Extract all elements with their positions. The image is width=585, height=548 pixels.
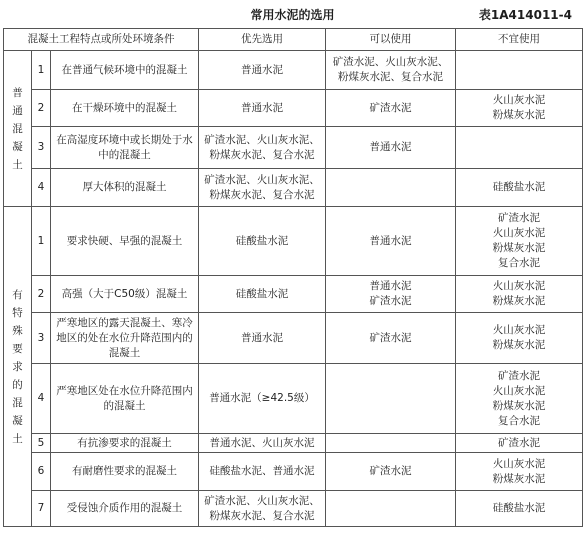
allowed-cell-line: 矿渣水泥 — [369, 465, 412, 477]
not-suitable-cell-line: 粉煤灰水泥 — [492, 399, 546, 412]
not-suitable-cell — [456, 491, 583, 527]
preferred-cell-line: 普通水泥 — [241, 101, 284, 114]
allowed-cell — [326, 434, 456, 453]
not-suitable-cell-line: 硅酸盐水泥 — [492, 181, 546, 193]
preferred-cell — [199, 90, 326, 127]
allowed-cell — [326, 127, 456, 169]
row-number: 4 — [32, 169, 51, 207]
preferred-cell-line: 普通水泥 — [241, 63, 284, 76]
allowed-cell-line: 矿渣水泥、火山灰水泥、 — [332, 56, 449, 68]
preferred-cell-line: 硅酸盐水泥 — [235, 287, 289, 300]
table-row — [4, 453, 583, 491]
table-row — [4, 207, 583, 276]
table-row — [4, 434, 583, 453]
group-label: 普通混凝土 — [4, 51, 32, 207]
not-suitable-cell-line: 火山灰水泥 — [492, 384, 546, 397]
allowed-cell-line: 矿渣水泥 — [369, 331, 412, 344]
row-number: 5 — [32, 434, 51, 453]
cement-selection-table — [3, 28, 583, 527]
table-row — [4, 127, 583, 169]
not-suitable-cell — [456, 313, 583, 364]
condition-cell: 在高湿度环境中或长期处于水中的混凝土 — [51, 127, 199, 169]
not-suitable-cell-line: 复合水泥 — [498, 414, 541, 427]
preferred-cell-line: 普通水泥、火山灰水泥 — [209, 436, 315, 449]
condition-cell: 有抗渗要求的混凝土 — [51, 434, 199, 453]
not-suitable-cell-line: 火山灰水泥 — [492, 324, 546, 336]
not-suitable-cell — [456, 169, 583, 207]
not-suitable-cell — [456, 127, 583, 169]
not-suitable-cell-line: 矿渣水泥 — [498, 436, 541, 449]
group-label: 有特殊要求的混凝土 — [4, 207, 32, 527]
not-suitable-cell-line: 火山灰水泥 — [492, 94, 546, 106]
row-number: 3 — [32, 127, 51, 169]
preferred-cell — [199, 364, 326, 434]
not-suitable-cell-line: 粉煤灰水泥 — [492, 339, 546, 351]
condition-cell: 有耐磨性要求的混凝土 — [51, 453, 199, 491]
not-suitable-cell-line: 矿渣水泥 — [498, 212, 541, 224]
table-title: 常用水泥的选用 — [250, 8, 335, 22]
preferred-cell — [199, 276, 326, 313]
table-row — [4, 313, 583, 364]
preferred-cell — [199, 169, 326, 207]
not-suitable-cell-line: 粉煤灰水泥 — [492, 242, 546, 254]
header-row — [4, 29, 583, 51]
preferred-cell-line: 普通水泥 — [241, 331, 284, 344]
not-suitable-cell — [456, 276, 583, 313]
preferred-cell-line: 矿渣水泥、火山灰水泥、 — [204, 133, 320, 146]
header-allowed: 可以使用 — [326, 29, 456, 51]
not-suitable-cell-line: 火山灰水泥 — [492, 457, 546, 470]
condition-cell: 在干燥环境中的混凝土 — [51, 90, 199, 127]
preferred-cell-line: 粉煤灰水泥、复合水泥 — [209, 509, 315, 522]
allowed-cell — [326, 276, 456, 313]
allowed-cell — [326, 169, 456, 207]
header-not-suitable: 不宜使用 — [456, 29, 583, 51]
preferred-cell-line: 粉煤灰水泥、复合水泥 — [209, 188, 315, 201]
row-number: 1 — [32, 207, 51, 276]
title-row — [0, 0, 585, 28]
allowed-cell-line: 矿渣水泥 — [369, 295, 412, 307]
table-row — [4, 364, 583, 434]
preferred-cell-line: 矿渣水泥、火山灰水泥、 — [204, 173, 320, 186]
allowed-cell — [326, 491, 456, 527]
not-suitable-cell-line: 矿渣水泥 — [498, 369, 541, 382]
header-preferred: 优先选用 — [199, 29, 326, 51]
table-row — [4, 276, 583, 313]
row-number: 3 — [32, 313, 51, 364]
preferred-cell-line: 硅酸盐水泥、普通水泥 — [209, 465, 315, 477]
not-suitable-cell — [456, 207, 583, 276]
allowed-cell-line: 普通水泥 — [369, 280, 412, 292]
allowed-cell-line: 矿渣水泥 — [369, 101, 412, 114]
not-suitable-cell — [456, 364, 583, 434]
row-number: 2 — [32, 276, 51, 313]
table-number: 表1A414011-4 — [478, 8, 572, 22]
preferred-cell-line: 普通水泥（≥42.5级） — [209, 392, 315, 404]
preferred-cell — [199, 207, 326, 276]
allowed-cell — [326, 207, 456, 276]
not-suitable-cell-line: 粉煤灰水泥 — [492, 295, 546, 307]
allowed-cell-line: 粉煤灰水泥、复合水泥 — [338, 71, 444, 83]
not-suitable-cell — [456, 51, 583, 90]
table-row — [4, 51, 583, 90]
not-suitable-cell — [456, 434, 583, 453]
preferred-cell — [199, 51, 326, 90]
not-suitable-cell-line: 复合水泥 — [498, 257, 541, 269]
row-number: 6 — [32, 453, 51, 491]
row-number: 4 — [32, 364, 51, 434]
table-row — [4, 90, 583, 127]
not-suitable-cell-line: 火山灰水泥 — [492, 227, 546, 239]
condition-cell: 在普通气候环境中的混凝土 — [51, 51, 199, 90]
condition-cell: 要求快硬、早强的混凝土 — [51, 207, 199, 276]
preferred-cell — [199, 127, 326, 169]
condition-cell: 严寒地区处在水位升降范围内的混凝土 — [51, 364, 199, 434]
allowed-cell — [326, 51, 456, 90]
preferred-cell-line: 硅酸盐水泥 — [235, 234, 289, 247]
preferred-cell — [199, 434, 326, 453]
not-suitable-cell — [456, 453, 583, 491]
table-row — [4, 169, 583, 207]
preferred-cell — [199, 313, 326, 364]
condition-cell: 受侵蚀介质作用的混凝土 — [51, 491, 199, 527]
preferred-cell-line: 粉煤灰水泥、复合水泥 — [209, 148, 315, 161]
not-suitable-cell-line: 硅酸盐水泥 — [492, 502, 546, 514]
row-number: 7 — [32, 491, 51, 527]
not-suitable-cell-line: 粉煤灰水泥 — [492, 472, 546, 485]
not-suitable-cell — [456, 90, 583, 127]
condition-cell: 厚大体积的混凝土 — [51, 169, 199, 207]
table-body — [4, 51, 583, 527]
allowed-cell-line: 普通水泥 — [369, 234, 412, 247]
condition-cell: 严寒地区的露天混凝土、寒冷地区的处在水位升降范围内的混凝土 — [51, 313, 199, 364]
allowed-cell — [326, 453, 456, 491]
preferred-cell — [199, 491, 326, 527]
preferred-cell-line: 矿渣水泥、火山灰水泥、 — [204, 494, 320, 507]
not-suitable-cell-line: 火山灰水泥 — [492, 280, 546, 292]
allowed-cell — [326, 364, 456, 434]
condition-cell: 高强（大于C50级）混凝土 — [51, 276, 199, 313]
allowed-cell — [326, 90, 456, 127]
allowed-cell — [326, 313, 456, 364]
row-number: 2 — [32, 90, 51, 127]
preferred-cell — [199, 453, 326, 491]
row-number: 1 — [32, 51, 51, 90]
not-suitable-cell-line: 粉煤灰水泥 — [492, 109, 546, 121]
header-condition: 混凝土工程特点或所处环境条件 — [4, 29, 199, 51]
allowed-cell-line: 普通水泥 — [369, 141, 412, 153]
table-row — [4, 491, 583, 527]
